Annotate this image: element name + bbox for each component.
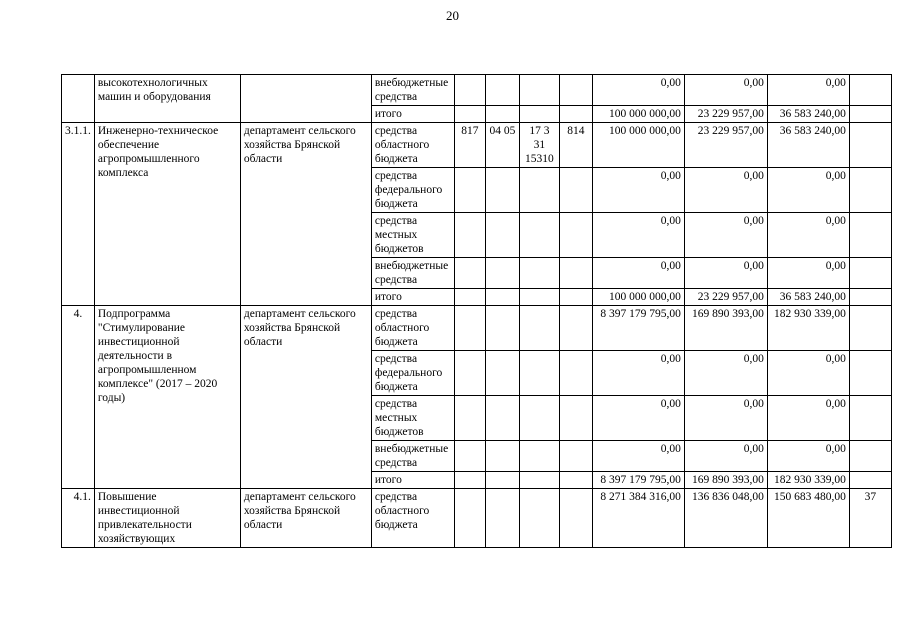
code-section [485,75,519,106]
code-expense [559,75,592,106]
code-grbs [454,351,485,396]
row-number: 4.1. [62,489,95,548]
code-expense: 814 [559,123,592,168]
amount-total: 8 271 384 316,00 [592,489,684,548]
code-expense [559,472,592,489]
measure-name: Инженерно-техническое обеспечение агропромышленного комплекса [94,123,240,306]
executor: департамент сельского хозяйства Брянской области [240,489,371,548]
indicator-ref [849,106,891,123]
code-grbs [454,258,485,289]
indicator-ref [849,289,891,306]
amount-total: 0,00 [592,351,684,396]
amount-year-2: 0,00 [767,168,849,213]
code-expense [559,168,592,213]
code-grbs [454,472,485,489]
code-expense [559,306,592,351]
indicator-ref: 37 [849,489,891,548]
funding-source: средства местных бюджетов [371,213,454,258]
amount-total: 0,00 [592,441,684,472]
funding-source: внебюджетные средства [371,258,454,289]
code-section [485,258,519,289]
code-target [519,306,559,351]
code-target: 17 3 31 15310 [519,123,559,168]
code-target [519,351,559,396]
table-row [62,306,892,351]
code-target [519,213,559,258]
measure-name: Подпрограмма "Стимулирование инвестиционной деятельности в агропромышленном комплексе" (2017 – 2020 годы) [94,306,240,489]
code-target [519,168,559,213]
code-target [519,258,559,289]
code-target [519,472,559,489]
amount-year-1: 23 229 957,00 [684,289,767,306]
amount-total: 0,00 [592,213,684,258]
code-section [485,168,519,213]
amount-year-2: 0,00 [767,258,849,289]
code-expense [559,441,592,472]
amount-year-1: 0,00 [684,75,767,106]
amount-year-2: 0,00 [767,351,849,396]
amount-year-1: 0,00 [684,351,767,396]
page-number: 20 [446,8,459,23]
amount-year-1: 0,00 [684,258,767,289]
amount-total: 100 000 000,00 [592,106,684,123]
amount-year-2: 182 930 339,00 [767,306,849,351]
amount-total: 8 397 179 795,00 [592,306,684,351]
code-expense [559,289,592,306]
funding-source: средства областного бюджета [371,123,454,168]
amount-year-1: 169 890 393,00 [684,306,767,351]
row-number [62,75,95,123]
code-grbs [454,441,485,472]
code-grbs [454,106,485,123]
amount-total: 0,00 [592,396,684,441]
amount-year-2: 182 930 339,00 [767,472,849,489]
amount-total: 0,00 [592,258,684,289]
code-section [485,106,519,123]
amount-year-2: 0,00 [767,441,849,472]
code-section [485,441,519,472]
amount-year-1: 136 836 048,00 [684,489,767,548]
code-target [519,75,559,106]
row-number: 4. [62,306,95,489]
amount-year-1: 0,00 [684,213,767,258]
executor: департамент сельского хозяйства Брянской области [240,306,371,489]
executor [240,75,371,123]
funding-source: итого [371,472,454,489]
indicator-ref [849,472,891,489]
funding-source: внебюджетные средства [371,441,454,472]
indicator-ref [849,123,891,168]
code-grbs [454,213,485,258]
code-expense [559,396,592,441]
funding-source: средства федерального бюджета [371,168,454,213]
amount-year-1: 0,00 [684,441,767,472]
code-expense [559,351,592,396]
code-section [485,213,519,258]
amount-year-2: 36 583 240,00 [767,123,849,168]
code-section [485,396,519,441]
measure-name: высокотехнологичных машин и оборудования [94,75,240,123]
funding-source: итого [371,106,454,123]
code-grbs: 817 [454,123,485,168]
indicator-ref [849,213,891,258]
code-grbs [454,396,485,441]
amount-year-1: 23 229 957,00 [684,123,767,168]
table-row [62,123,892,168]
amount-total: 0,00 [592,168,684,213]
amount-total: 0,00 [592,75,684,106]
code-grbs [454,489,485,548]
amount-year-2: 36 583 240,00 [767,106,849,123]
budget-table [61,74,892,548]
table-body [62,75,892,548]
table-row [62,489,892,548]
funding-source: внебюджетные средства [371,75,454,106]
code-section [485,351,519,396]
code-grbs [454,289,485,306]
funding-source: средства местных бюджетов [371,396,454,441]
code-target [519,106,559,123]
funding-source: средства областного бюджета [371,306,454,351]
indicator-ref [849,258,891,289]
amount-year-2: 0,00 [767,396,849,441]
indicator-ref [849,396,891,441]
measure-name: Повышение инвестиционной привлекательности хозяйствующих [94,489,240,548]
indicator-ref [849,441,891,472]
code-section [485,306,519,351]
amount-year-1: 23 229 957,00 [684,106,767,123]
funding-source: итого [371,289,454,306]
funding-source: средства областного бюджета [371,489,454,548]
amount-year-2: 36 583 240,00 [767,289,849,306]
code-section [485,289,519,306]
indicator-ref [849,75,891,106]
indicator-ref [849,168,891,213]
amount-year-2: 0,00 [767,213,849,258]
indicator-ref [849,306,891,351]
amount-year-1: 0,00 [684,396,767,441]
funding-source: средства федерального бюджета [371,351,454,396]
amount-year-2: 0,00 [767,75,849,106]
amount-total: 100 000 000,00 [592,123,684,168]
code-target [519,489,559,548]
amount-total: 100 000 000,00 [592,289,684,306]
code-section [485,472,519,489]
amount-year-1: 169 890 393,00 [684,472,767,489]
amount-year-2: 150 683 480,00 [767,489,849,548]
code-expense [559,258,592,289]
amount-total: 8 397 179 795,00 [592,472,684,489]
code-grbs [454,75,485,106]
code-target [519,441,559,472]
code-target [519,396,559,441]
indicator-ref [849,351,891,396]
amount-year-1: 0,00 [684,168,767,213]
executor: департамент сельского хозяйства Брянской области [240,123,371,306]
code-grbs [454,168,485,213]
row-number: 3.1.1. [62,123,95,306]
code-section: 04 05 [485,123,519,168]
code-target [519,289,559,306]
code-expense [559,489,592,548]
code-expense [559,213,592,258]
code-expense [559,106,592,123]
code-grbs [454,306,485,351]
code-section [485,489,519,548]
table-row [62,75,892,106]
